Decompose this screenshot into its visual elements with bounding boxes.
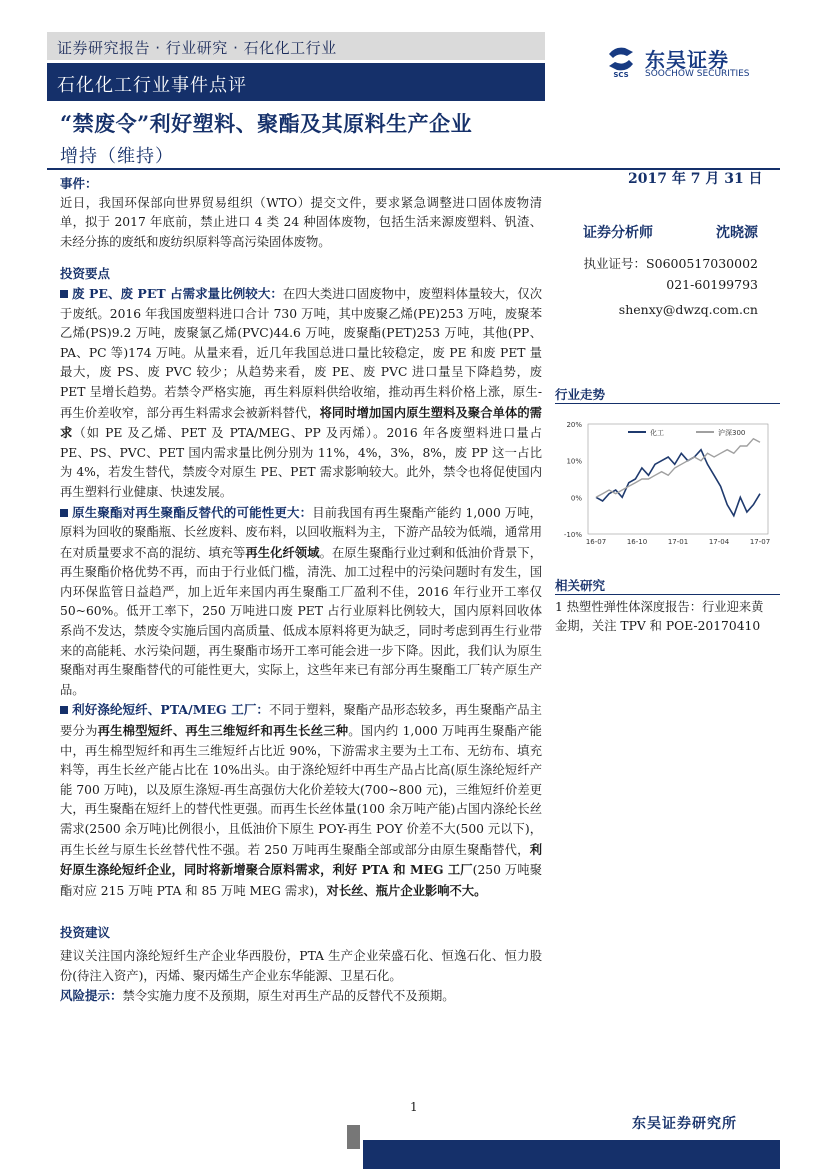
y-tick-label: 10%: [566, 457, 582, 466]
x-tick-label: 17-07: [749, 538, 771, 546]
risk-text: 禁令实施力度不及预期，原生对再生产品的反替代不及预期。: [122, 989, 455, 1004]
header-breadcrumb-bar: [47, 32, 545, 60]
trend-title: 行业走势: [555, 387, 606, 402]
x-tick-label: 16-10: [626, 538, 648, 546]
logo-mark-icon: [605, 44, 637, 78]
logo-cn-text: 东吴证券: [645, 48, 729, 72]
analyst-name: 沈晓源: [716, 225, 758, 241]
advice-heading: 投资建议: [60, 925, 111, 941]
page-title: “禁废令”利好塑料、聚酯及其原料生产企业: [60, 111, 473, 136]
footer-institute: 东吴证券研究所: [632, 1116, 737, 1132]
analyst-license: 执业证号：S0600517030002: [583, 256, 758, 271]
point-1: [60, 284, 542, 503]
breadcrumb: 证券研究报告 · 行业研究 · 石化化工行业: [57, 39, 337, 57]
risk-label: 风险提示：: [60, 988, 123, 1004]
risk-note: [60, 986, 542, 1007]
event-heading: 事件：: [60, 176, 98, 191]
y-tick-label: -10%: [563, 531, 582, 539]
point-3-text-c: 。国内约 1,000 万吨再生聚酯产能中，再生棉型短纤和再生三维短纤占比近 90%，下游需求主要为土工布、无纺布、填充料等，再生长丝产能占比在 10%出头。由于涤纶短纤中再生产品占比高(原生涤纶短纤产能 700 万吨)，以及原生涤短-再生高强仿大化价差较大(700~800 元)，三维短纤价差更大，再生聚酯在短纤上的替代性更强。而再生长丝体量(100 余万吨产能)占国内涤纶长丝需求(2500 余万吨)比例很小，且低油价下原生 POY-再生 POY 价差不大(500 元以下)，再生长丝与原生长丝替代性不强。若 250 万吨再生聚酯全部或部分由原生聚酯替代，: [60, 724, 542, 857]
logo-en-text: SOOCHOW SECURITIES: [645, 69, 750, 79]
point-3-title: 利好涤纶短纤、PTA/MEG 工厂：: [72, 702, 270, 718]
point-2-text-a: 目前我国有再生聚酯产能约 1,000 万吨，原料为回收的聚酯瓶、长丝废料、废布料，以回收瓶料为主，下游产品较为低端，通常用在对质量要求不高的混纺、填充等: [60, 505, 542, 560]
point-3-text-a: 不同于塑料，聚酯产品形态较多，再生聚酯产品主要分为: [60, 703, 542, 739]
point-1-text-a: 在四大类进口固废物中，废塑料体量较大，仅次于废纸。2016 年我国废塑料进口合计 730 万吨，其中废聚乙烯(PE)253 万吨，废聚苯乙烯(PS)9.2 万吨，废聚氯乙烯(PVC)44.6 万吨，废聚酯(PET)253 万吨，其他(PP、PA、PC 等)174 万吨。从量来看，近几年我国总进口量比较稳定，废 PE 和废 PET 量最大，废 PS、废 PVC 较少；从趋势来看，废 PE、废 PVC 进口量呈下降趋势，废 PET 呈增长趋势。若禁令严格实施，再生料原料供给收缩，推动再生料价格上涨，原生-再生价差收窄，部分再生料需求会被新料替代，: [60, 286, 542, 420]
point-3-text-d: 利好原生涤纶短纤企业，同时将新增聚合原料需求，利好 PTA 和 MEG 工厂: [60, 841, 542, 878]
section-title: 石化化工行业事件点评: [57, 75, 247, 96]
analyst-email[interactable]: shenxy@dwzq.com.cn: [618, 302, 758, 317]
point-2-text-b: 再生化纤领域: [245, 544, 320, 560]
logo-abbr: SCS: [613, 71, 629, 78]
advice-text: 建议关注国内涤纶短纤生产企业华西股份，PTA 生产企业荣盛石化、恒逸石化、恒力股份(待注入资产)，丙烯、聚丙烯生产企业东华能源、卫星石化。: [60, 948, 542, 983]
series-line-1: [596, 450, 760, 516]
point-3-text-e: (250 万吨聚酯对应 215 万吨 PTA 和 85 万吨 MEG 需求)，: [60, 863, 542, 898]
related-divider: [555, 594, 780, 595]
point-2-text-c: 。在原生聚酯行业过剩和低油价背景下，再生聚酯价格优势不再，而由于行业低门槛，清洗、加工过程中的污染问题时有发生，国内环保监管日益趋严，加上近年来国内再生聚酯工厂盈利不佳，2016 年行业开工率仅 50~60%。低开工率下，250 万吨进口废 PET 占行业原料比例较大，国内原料回收体系尚不发达，禁废令实施后国内高质量、低成本原料将更为缺乏，同时考虑到再生行业带来的高能耗、水污染问题，再生聚酯市场开工率可能会进一步下降。因此，我们认为原生聚酯对再生聚酯替代的可能性更大，实际上，这些年来已有部分再生聚酯工厂转产原生产品。: [60, 545, 542, 697]
report-date: 2017 年 7 月 31 日: [628, 171, 763, 187]
series-line-2: [596, 439, 760, 498]
rating: 增持（维持）: [60, 146, 174, 167]
analyst-phone: 021-60199793: [666, 277, 758, 292]
company-logo: [605, 44, 775, 84]
footer-accent-block: [347, 1125, 360, 1149]
analyst-row: [583, 222, 758, 242]
point-3-text-b: 再生棉型短纤、再生三维短纤和再生长丝三种: [97, 723, 349, 739]
point-1-title: 废 PE、废 PET 占需求量比例较大：: [72, 285, 283, 301]
analyst-role: 证券分析师: [583, 225, 653, 241]
point-3: [60, 700, 542, 901]
chart-frame: [588, 424, 768, 534]
bullet-square-icon: [60, 509, 68, 517]
page-number: 1: [410, 1100, 418, 1114]
bullet-square-icon: [60, 706, 68, 714]
legend-label-2: 沪深300: [718, 429, 746, 437]
x-tick-label: 17-01: [667, 538, 689, 546]
point-2: [60, 503, 542, 701]
points-heading: 投资要点: [60, 266, 111, 282]
legend-label-1: 化工: [650, 429, 664, 437]
section-bar: [47, 63, 545, 101]
point-1-text-b: 将同时增加国内原生塑料及聚合单体的需求: [60, 404, 542, 441]
point-2-title: 原生聚酯对再生聚酯反替代的可能性更大：: [72, 504, 313, 520]
related-item[interactable]: 1 热塑性弹性体深度报告：行业迎来黄金期，关注 TPV 和 POE-20170410: [555, 600, 764, 633]
y-tick-label: 20%: [566, 421, 582, 429]
trend-divider: [555, 403, 780, 404]
related-title: 相关研究: [555, 578, 606, 593]
point-1-text-c: （如 PE 及乙烯、PET 及 PTA/MEG、PP 及丙烯）。2016 年各废塑料进口量占 PE、PS、PVC、PET 国内需求量比例分别为 11%，4%，3%，8%，废 PP 这一占比为 4%，若发生替代，禁废令对原生 PE、PET 需求影响较大。此外，禁令也将促使国内再生塑料行业健康、快速发展。: [60, 426, 542, 499]
footer-bar: [363, 1140, 780, 1169]
x-tick-label: 17-04: [708, 538, 730, 546]
bullet-square-icon: [60, 290, 68, 298]
event-text: 近日，我国环保部向世界贸易组织（WTO）提交文件，要求紧急调整进口固体废物清单，拟于 2017 年底前，禁止进口 4 类 24 种固体废物，包括生活来源废塑料、钒渣、未经分拣的废纸和废纺织原料等高污染固体废物。: [60, 195, 542, 249]
trend-chart: [556, 410, 778, 550]
point-3-text-f: 对长丝、瓶片企业影响不大。: [326, 882, 487, 898]
main-content: [60, 170, 542, 1007]
y-tick-label: 0%: [570, 494, 582, 503]
x-tick-label: 16-07: [585, 538, 607, 546]
